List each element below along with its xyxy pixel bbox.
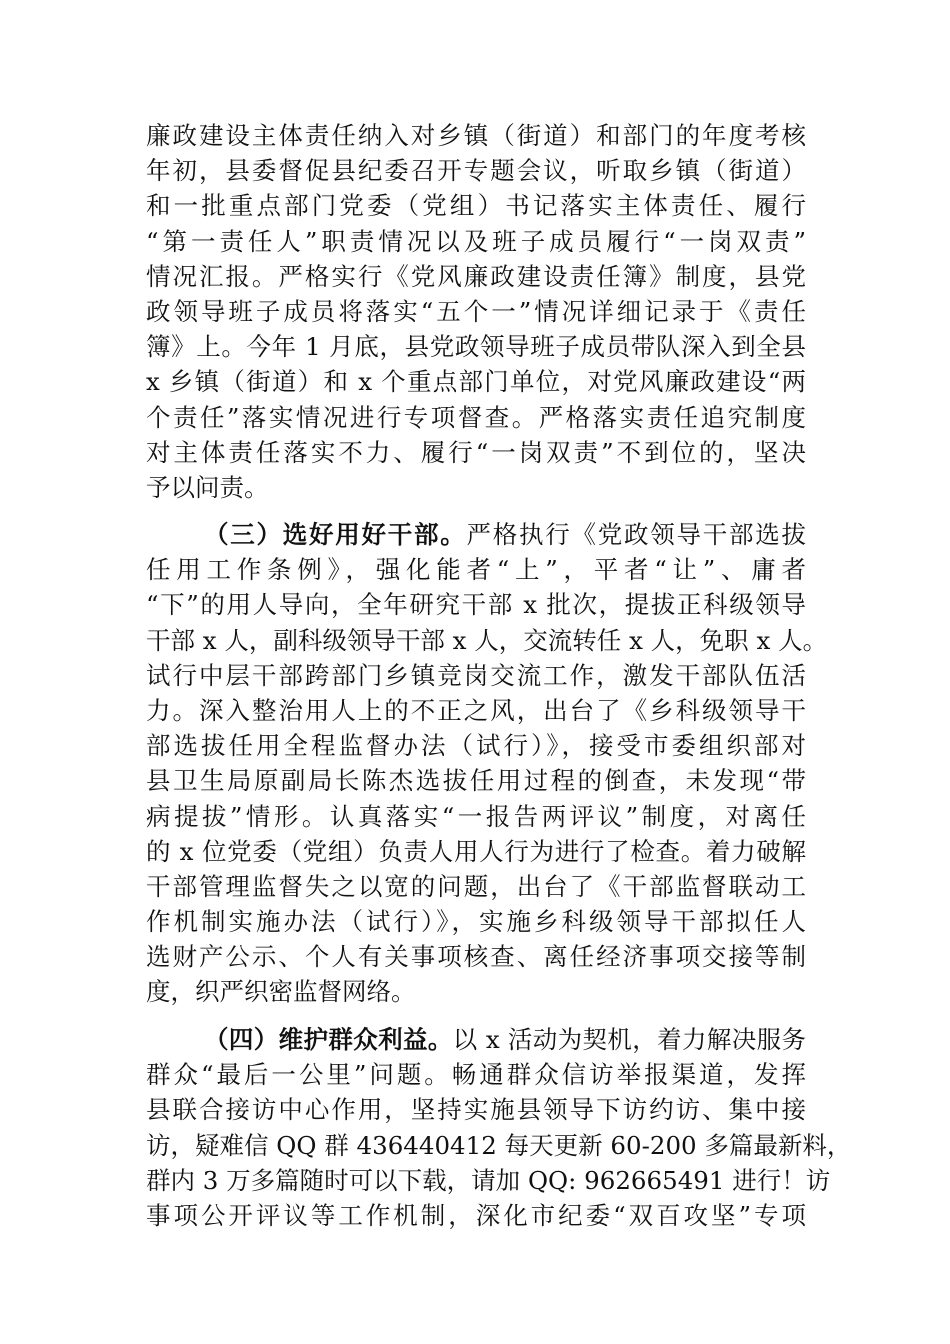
paragraph-line: 政领导班子成员将落实“五个一”情况详细记录于《责任	[146, 296, 806, 326]
paragraph-line: 和一批重点部门党委（党组）书记落实主体责任、履行	[146, 191, 806, 221]
paragraph-line: 力。深入整治用人上的不正之风，出台了《乡科级领导干	[146, 695, 806, 725]
paragraph-line: 群众“最后一公里”问题。畅通群众信访举报渠道，发挥	[146, 1060, 806, 1090]
paragraph-line: 的 x 位党委（党组）负责人用人行为进行了检查。着力破解	[146, 836, 806, 866]
paragraph-line: 病提拔”情形。认真落实“一报告两评议”制度，对离任	[146, 801, 806, 831]
paragraph-public-interest	[146, 1022, 852, 1233]
paragraph-first-line-text: 严格执行《党政领导干部选拔	[466, 520, 806, 549]
paragraph-line: 情况汇报。严格实行《党风廉政建设责任簿》制度，县党	[146, 261, 806, 291]
paragraph-line: 个责任”落实情况进行专项督查。严格落实责任追究制度	[146, 402, 806, 432]
paragraph-first-line-text: 以 x 活动为契机，着力解决服务	[452, 1025, 806, 1054]
paragraph-accountability	[146, 118, 806, 505]
paragraph-line: 度，织严织密监督网络。	[146, 977, 416, 1007]
paragraph-line: 对主体责任落实不力、履行“一岗双责”不到位的，坚决	[146, 437, 806, 467]
paragraph-first-line	[146, 517, 806, 552]
paragraph-line: 群内 3 万多篇随时可以下载，请加 QQ: 962665491 进行！访	[146, 1165, 831, 1195]
paragraph-line: 部选拔任用全程监督办法（试行）》，接受市委组织部对	[146, 731, 806, 761]
paragraph-line: “第一责任人”职责情况以及班子成员履行“一岗双责”	[146, 226, 806, 256]
paragraph-line: 干部管理监督失之以宽的问题，出台了《干部监督联动工	[146, 871, 806, 901]
paragraph-line: 选财产公示、个人有关事项核查、离任经济事项交接等制	[146, 942, 806, 972]
paragraph-line: 年初，县委督促县纪委召开专题会议，听取乡镇（街道）	[146, 156, 806, 186]
paragraph-line: 县卫生局原副局长陈杰选拔任用过程的倒查，未发现“带	[146, 766, 806, 796]
paragraph-line: 簿》上。今年 1 月底，县党政领导班子成员带队深入到全县	[146, 332, 806, 362]
paragraph-line: 作机制实施办法（试行）》，实施乡科级领导干部拟任人	[146, 907, 806, 937]
paragraph-line: 事项公开评议等工作机制，深化市纪委“双百攻坚”专项	[146, 1200, 806, 1230]
paragraph-line: 任用工作条例》，强化能者“上”，平者“让”、庸者	[146, 555, 806, 585]
paragraph-line: x 乡镇（街道）和 x 个重点部门单位，对党风廉政建设“两	[146, 367, 806, 397]
paragraph-cadre-selection	[146, 517, 828, 1010]
paragraph-first-line	[146, 1022, 806, 1057]
section-heading-4: （四）维护群众利益。	[204, 1025, 453, 1054]
paragraph-line: 予以问责。	[146, 472, 269, 502]
paragraph-line: 干部 x 人，副科级领导干部 x 人，交流转任 x 人，免职 x 人。	[146, 625, 828, 655]
paragraph-line: 访，疑难信 QQ 群 436440412 每天更新 60-200 多篇最新料，	[146, 1130, 852, 1160]
paragraph-line: 县联合接访中心作用，坚持实施县领导下访约访、集中接	[146, 1095, 806, 1125]
paragraph-line: “下”的用人导向，全年研究干部 x 批次，提拔正科级领导	[146, 590, 806, 620]
section-heading-3: （三）选好用好干部。	[204, 520, 467, 549]
paragraph-line: 廉政建设主体责任纳入对乡镇（街道）和部门的年度考核	[146, 121, 806, 150]
paragraph-line: 试行中层干部跨部门乡镇竞岗交流工作，激发干部队伍活	[146, 660, 806, 690]
